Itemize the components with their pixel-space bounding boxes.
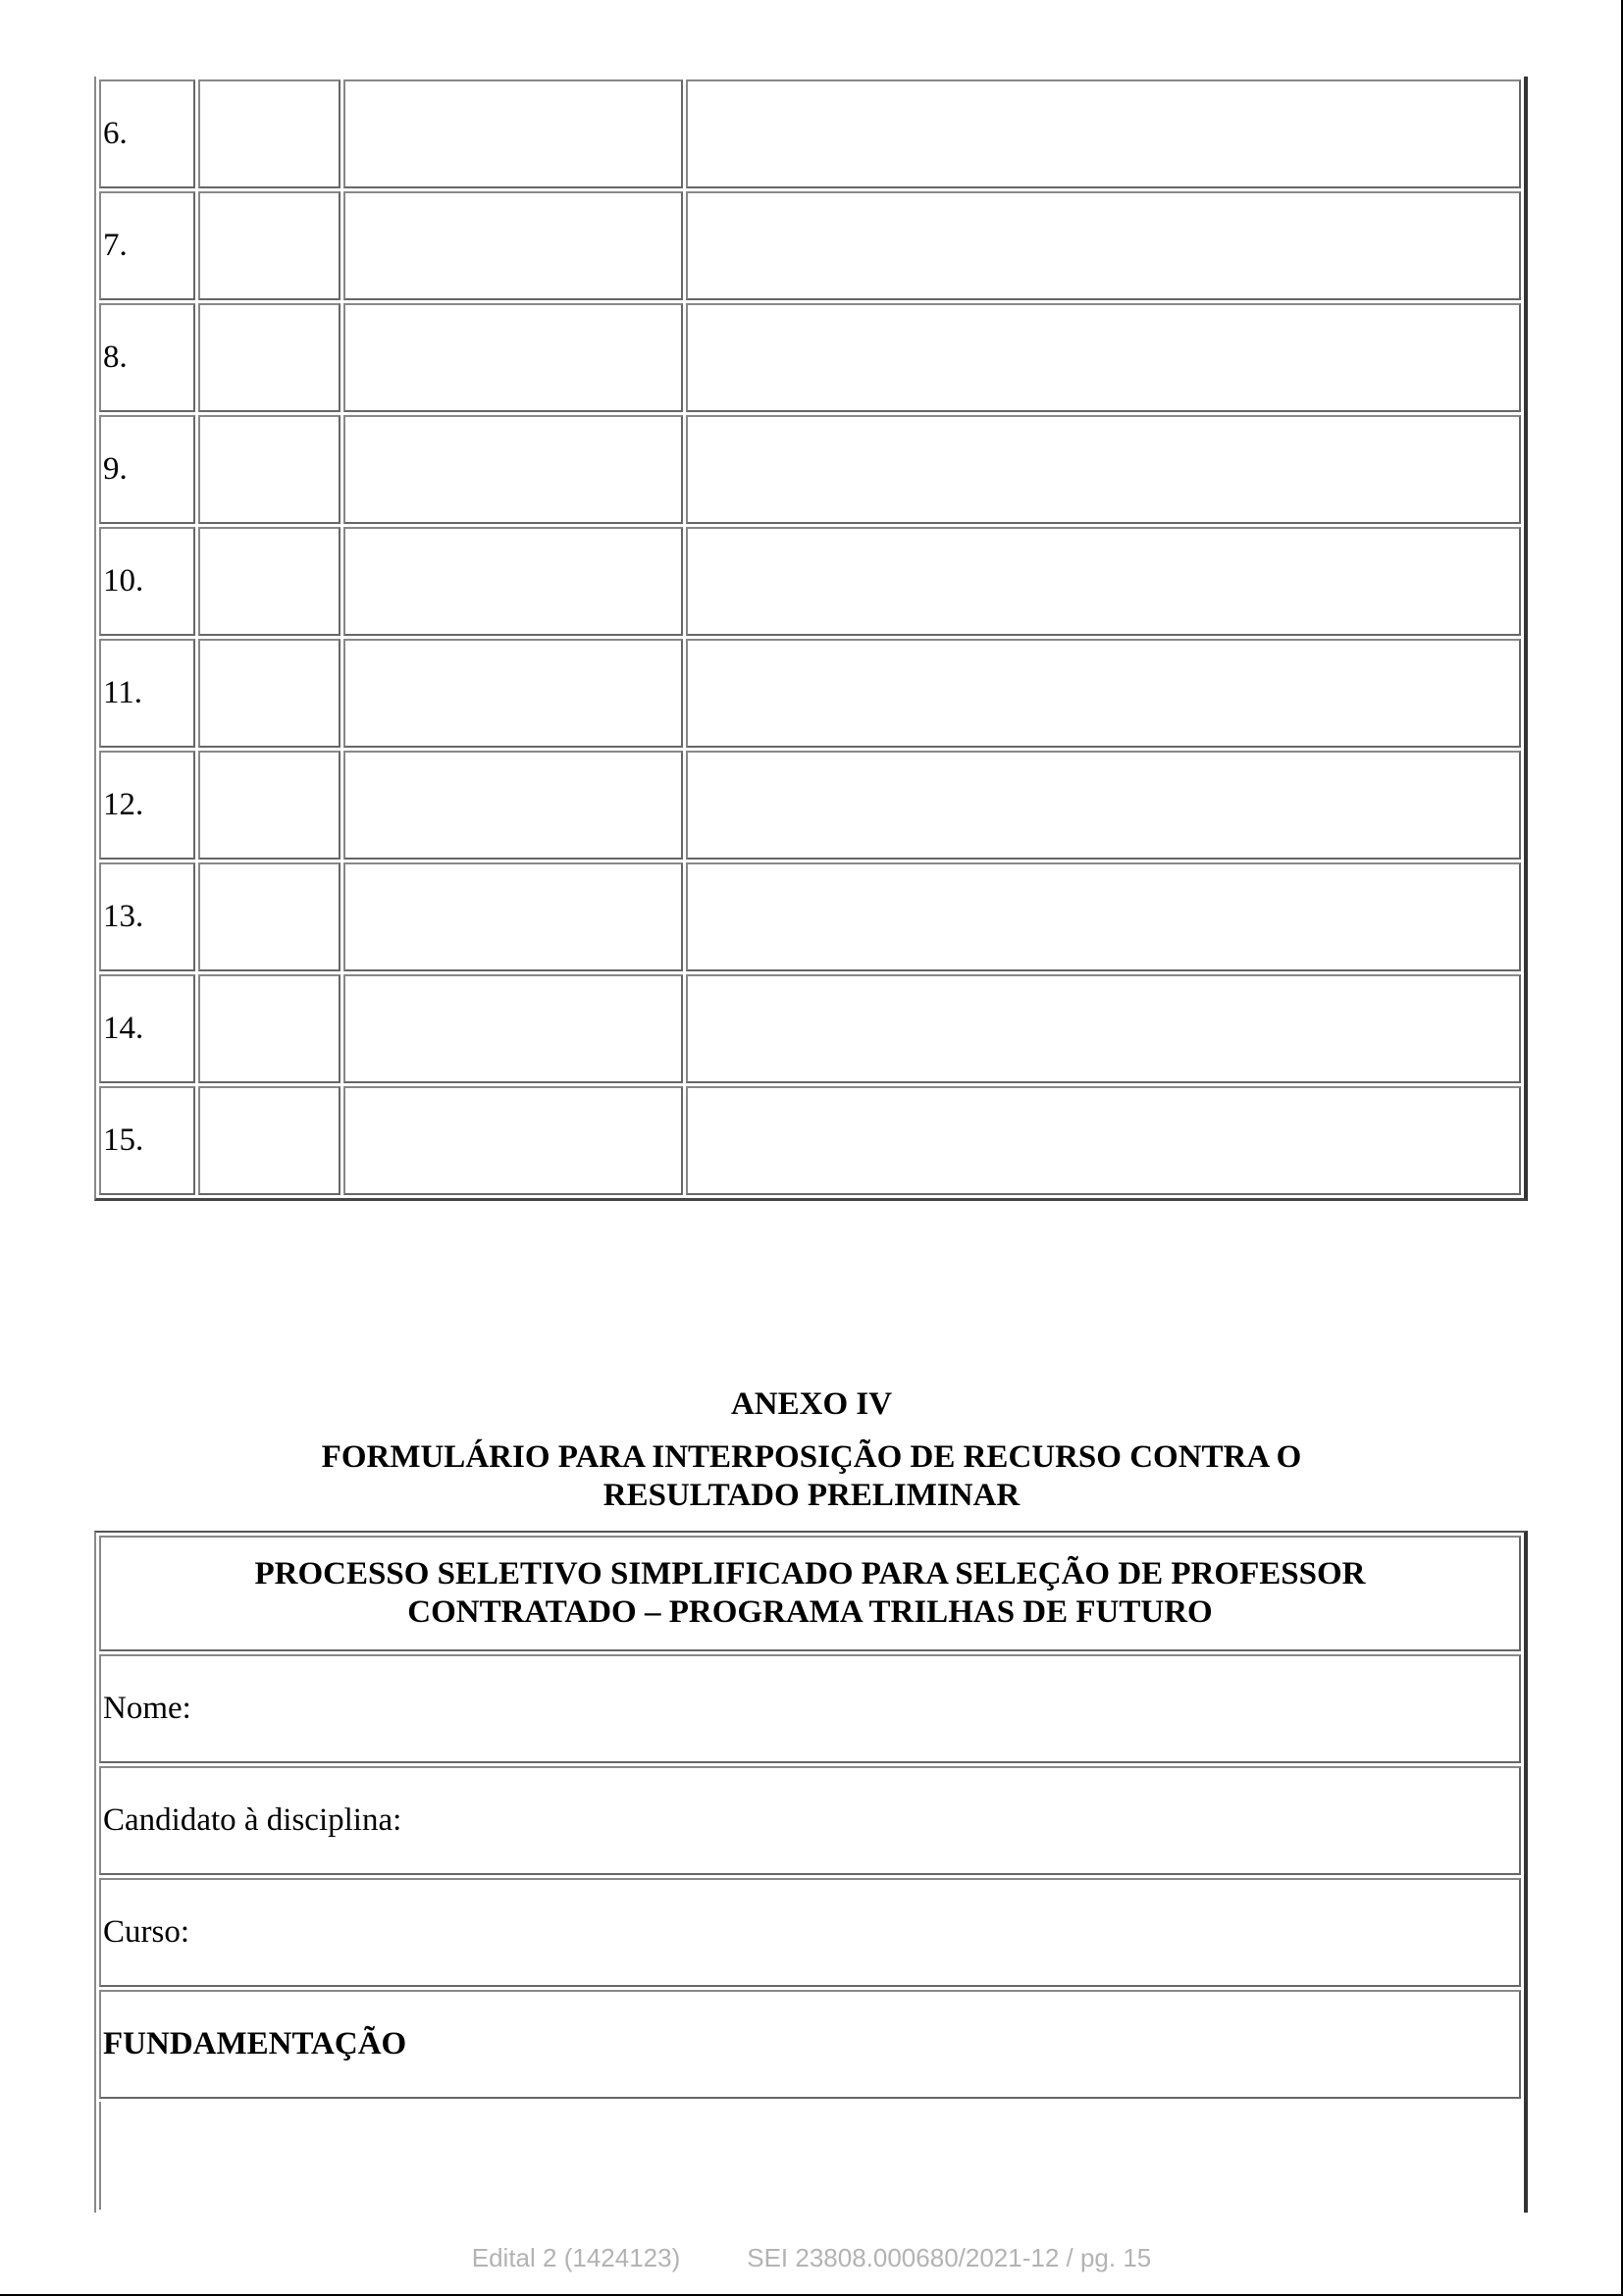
- row-number-cell: 11.: [99, 639, 195, 748]
- row-cell-4[interactable]: [686, 415, 1521, 524]
- row-number-cell: 12.: [99, 751, 195, 860]
- annex-subtitle: [0, 1438, 1623, 1515]
- row-number-cell: 14.: [99, 974, 195, 1083]
- row-cell-3[interactable]: [343, 527, 683, 636]
- table-row: [99, 862, 1521, 971]
- row-cell-3[interactable]: [343, 974, 683, 1083]
- row-cell-2[interactable]: [198, 527, 340, 636]
- row-cell-2[interactable]: [198, 79, 340, 188]
- row-cell-4[interactable]: [686, 862, 1521, 971]
- row-cell-4[interactable]: [686, 303, 1521, 412]
- row-cell-4[interactable]: [686, 639, 1521, 748]
- field-disciplina[interactable]: Candidato à disciplina:: [99, 1766, 1521, 1875]
- appeal-form-table: [94, 1531, 1528, 2213]
- row-cell-4[interactable]: [686, 751, 1521, 860]
- row-number-cell: 7.: [99, 191, 195, 300]
- row-cell-3[interactable]: [343, 639, 683, 748]
- row-cell-3[interactable]: [343, 79, 683, 188]
- row-cell-4[interactable]: [686, 527, 1521, 636]
- table-row: [99, 751, 1521, 860]
- row-cell-2[interactable]: [198, 191, 340, 300]
- row-cell-3[interactable]: [343, 191, 683, 300]
- row-number-cell: 8.: [99, 303, 195, 412]
- form-header: [99, 1536, 1521, 1651]
- table-row: [99, 1086, 1521, 1195]
- page-footer: [0, 2243, 1623, 2273]
- annex-title: ANEXO IV: [730, 1386, 893, 1422]
- table-row: [99, 191, 1521, 300]
- row-cell-2[interactable]: [198, 1086, 340, 1195]
- table-row: [99, 415, 1521, 524]
- field-fundamentacao: FUNDAMENTAÇÃO: [99, 1990, 1521, 2099]
- row-cell-4[interactable]: [686, 191, 1521, 300]
- row-number-cell: 9.: [99, 415, 195, 524]
- row-cell-2[interactable]: [198, 639, 340, 748]
- row-number-cell: 15.: [99, 1086, 195, 1195]
- row-cell-3[interactable]: [343, 862, 683, 971]
- row-cell-4[interactable]: [686, 79, 1521, 188]
- row-cell-2[interactable]: [198, 751, 340, 860]
- annex-subtitle-text: FORMULÁRIO PARA INTERPOSIÇÃO DE RECURSO CONTRA O RESULTADO PRELIMINAR: [321, 1439, 1302, 1513]
- row-number-cell: 6.: [99, 79, 195, 188]
- footer-doc: Edital 2 (1424123): [471, 2243, 681, 2272]
- table-row: [99, 79, 1521, 188]
- row-cell-3[interactable]: [343, 415, 683, 524]
- field-curso[interactable]: Curso:: [99, 1878, 1521, 1987]
- candidates-table-continuation: [94, 77, 1528, 1201]
- table-row: [99, 974, 1521, 1083]
- row-cell-2[interactable]: [198, 862, 340, 971]
- row-cell-4[interactable]: [686, 1086, 1521, 1195]
- row-cell-4[interactable]: [686, 974, 1521, 1083]
- table-row: [99, 527, 1521, 636]
- footer-ref: SEI 23808.000680/2021-12 / pg. 15: [747, 2243, 1152, 2272]
- row-cell-3[interactable]: [343, 1086, 683, 1195]
- row-cell-2[interactable]: [198, 415, 340, 524]
- row-cell-2[interactable]: [198, 303, 340, 412]
- field-nome[interactable]: Nome:: [99, 1654, 1521, 1763]
- row-cell-3[interactable]: [343, 303, 683, 412]
- row-cell-2[interactable]: [198, 974, 340, 1083]
- table-row: [99, 303, 1521, 412]
- form-header-text: PROCESSO SELETIVO SIMPLIFICADO PARA SELEÇÃO DE PROFESSOR CONTRATADO – PROGRAMA TRILHAS DE FUTURO: [254, 1556, 1366, 1630]
- row-cell-3[interactable]: [343, 751, 683, 860]
- row-number-cell: 10.: [99, 527, 195, 636]
- fundamentacao-input-area[interactable]: [99, 2102, 1521, 2210]
- table-row: [99, 639, 1521, 748]
- row-number-cell: 13.: [99, 862, 195, 971]
